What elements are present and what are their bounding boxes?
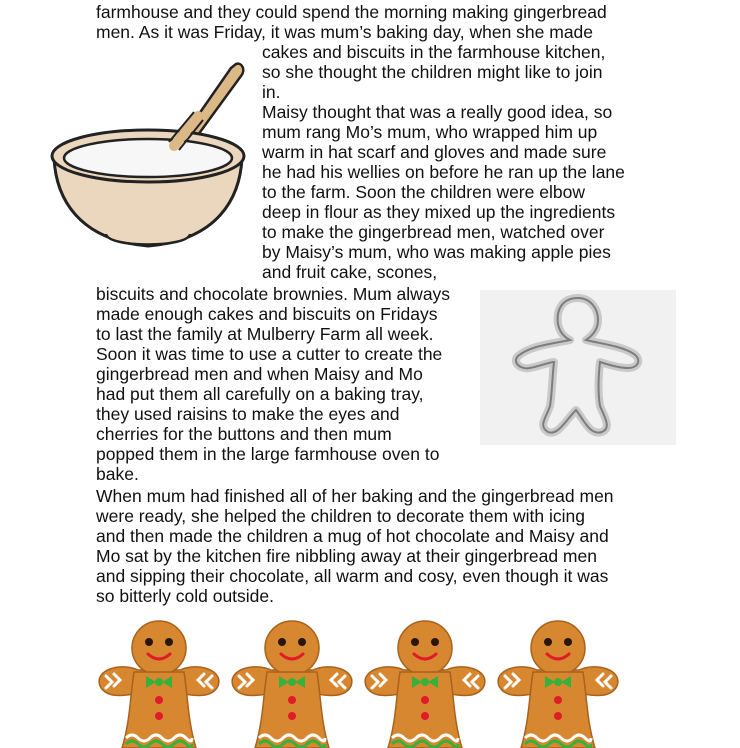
story-line: to the farm. Soon the children were elbow [262, 182, 585, 202]
story-line: gingerbread men and when Maisy and Mo [96, 364, 423, 384]
gingerbread-man-icon [92, 618, 226, 748]
story-line: made enough cakes and biscuits on Fridays [96, 304, 438, 324]
story-line: cherries for the buttons and then mum [96, 424, 392, 444]
story-line: had put them all carefully on a baking tray, [96, 384, 424, 404]
gingerbread-man-icon [225, 618, 359, 748]
story-line: mum rang Mo’s mum, who wrapped him up [262, 122, 598, 142]
story-line: Soon it was time to use a cutter to create the [96, 344, 443, 364]
story-line: biscuits and chocolate brownies. Mum always [96, 284, 451, 304]
story-line: cakes and biscuits in the farmhouse kitchen, [262, 42, 606, 62]
story-line: popped them in the large farmhouse oven to [96, 444, 440, 464]
story-line: they used raisins to make the eyes and [96, 404, 400, 424]
story-line: Maisy thought that was a really good idea, so [262, 102, 613, 122]
story-line: in. [262, 82, 281, 102]
story-line: to last the family at Mulberry Farm all week. [96, 324, 434, 344]
gingerbread-cutter-icon [480, 290, 676, 445]
story-line: warm in hat scarf and gloves and made sure [262, 142, 607, 162]
cookie-cutter-photo [480, 290, 676, 445]
story-line: and sipping their chocolate, all warm and cosy, even though it was [96, 566, 609, 586]
story-line: men. As it was Friday, it was mum’s baking day, when she made [96, 22, 594, 42]
story-line: When mum had finished all of her baking and the gingerbread men [96, 486, 614, 506]
gingerbread-man-icon [358, 618, 492, 748]
story-line: so bitterly cold outside. [96, 586, 275, 606]
story-line: bake. [96, 464, 139, 484]
gingerbread-man-icon [491, 618, 625, 748]
story-line: by Maisy’s mum, who was making apple pies [262, 242, 611, 262]
story-line: Mo sat by the kitchen fire nibbling away at their gingerbread men [96, 546, 597, 566]
story-line: and then made the children a mug of hot chocolate and Maisy and [96, 526, 609, 546]
story-line: farmhouse and they could spend the morning making gingerbread [96, 2, 607, 22]
mixing-bowl-icon [48, 58, 248, 258]
story-line: he had his wellies on before he ran up the lane [262, 162, 625, 182]
story-line: to make the gingerbread men, watched over [262, 222, 605, 242]
story-line: deep in flour as they mixed up the ingredients [262, 202, 616, 222]
story-line: were ready, she helped the children to decorate them with icing [96, 506, 585, 526]
story-line: and fruit cake, scones, [262, 262, 438, 282]
story-line: so she thought the children might like to join [262, 62, 603, 82]
